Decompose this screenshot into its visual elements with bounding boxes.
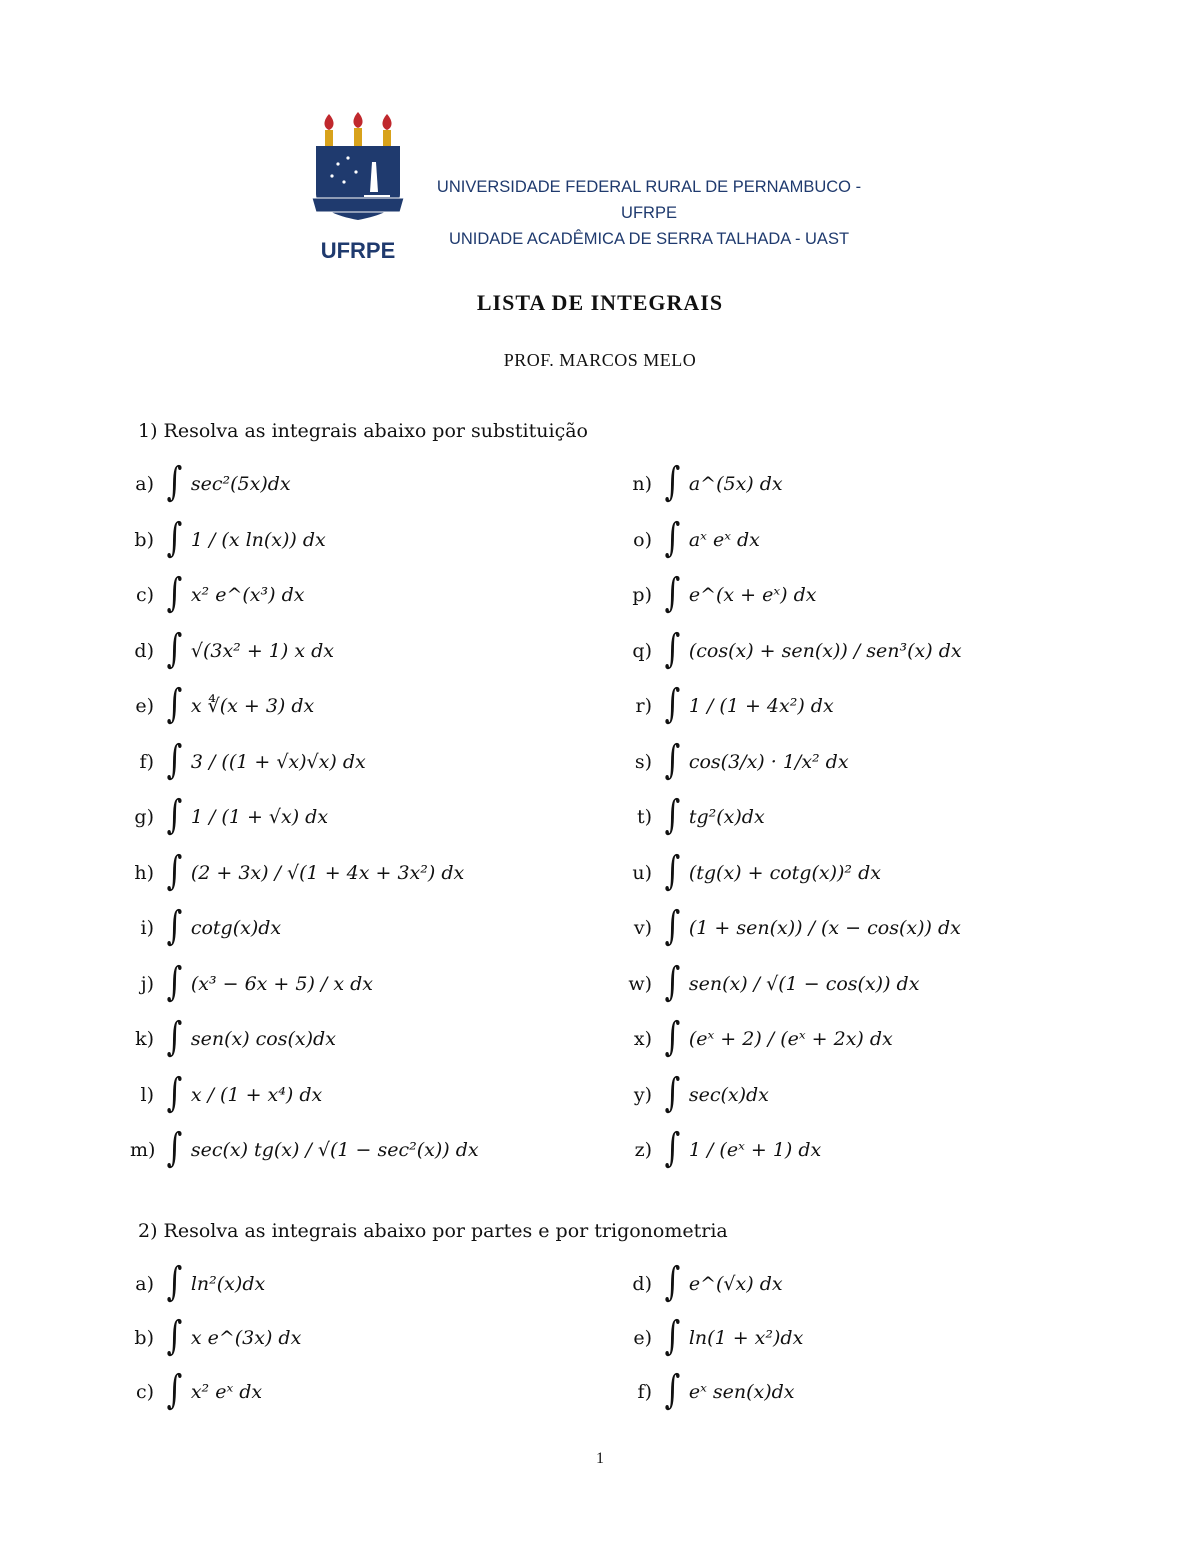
exercise-item: [628, 1259, 783, 1305]
exercise-item: [130, 625, 334, 672]
exercise-item: [628, 736, 849, 783]
exercise-item: [130, 1313, 302, 1359]
exercise-label: y): [633, 1083, 652, 1106]
exercise-item: [628, 1313, 804, 1359]
exercise-item: [130, 514, 326, 561]
institution-names: [414, 174, 884, 252]
exercise-label: s): [634, 750, 652, 773]
exercise-label: k): [135, 1028, 154, 1050]
exercise-label: t): [636, 806, 652, 828]
exercise-item: [628, 847, 881, 894]
exercise-label: a): [135, 473, 154, 495]
integrand-expression: x e^(3x) dx: [190, 1327, 302, 1349]
integral-sign-icon: ∫: [166, 792, 183, 838]
exercise-item: [628, 792, 765, 838]
exercise-label: q): [632, 639, 652, 662]
exercise-item: [628, 459, 783, 505]
exercise-label: g): [134, 806, 154, 828]
exercise-label: f): [139, 750, 154, 773]
exercise-label: b): [134, 528, 154, 551]
exercise-item: [130, 903, 282, 949]
integral-sign-icon: ∫: [166, 847, 183, 894]
integrand-expression: √(3x² + 1) x dx: [190, 639, 334, 662]
exercise-label: r): [635, 695, 652, 717]
exercise-item: [130, 958, 374, 1005]
exercise-label: b): [134, 1327, 154, 1349]
integrand-expression: e^(√x) dx: [688, 1273, 783, 1295]
integral-sign-icon: ∫: [664, 625, 681, 672]
exercise-item: [628, 625, 962, 672]
professor-name: PROF. MARCOS MELO: [503, 350, 697, 370]
exercise-item: [130, 1259, 266, 1305]
integrand-expression: eˣ sen(x)dx: [688, 1381, 795, 1403]
integrand-expression: sec(x) tg(x) / √(1 − sec²(x)) dx: [190, 1139, 479, 1161]
integral-sign-icon: ∫: [166, 459, 183, 505]
integral-sign-icon: ∫: [166, 736, 183, 783]
exercise-item: [628, 903, 961, 949]
integrand-expression: e^(x + eˣ) dx: [688, 584, 817, 606]
integral-sign-icon: ∫: [664, 1367, 681, 1413]
integral-sign-icon: ∫: [166, 958, 183, 1005]
integrand-expression: cotg(x)dx: [190, 917, 282, 939]
exercise-label: a): [135, 1273, 154, 1295]
integral-sign-icon: ∫: [664, 792, 681, 838]
integrand-expression: 3 / ((1 + √x)√x) dx: [190, 750, 366, 773]
integrand-expression: sec(x)dx: [688, 1083, 769, 1106]
integrand-expression: x² e^(x³) dx: [190, 584, 305, 606]
integrand-expression: sen(x) cos(x)dx: [190, 1028, 336, 1050]
exercise-item: [130, 570, 305, 616]
exercise-label: w): [628, 972, 652, 995]
exercise-label: p): [632, 584, 652, 606]
exercise-item: [130, 792, 329, 838]
integral-sign-icon: ∫: [664, 1313, 681, 1359]
exercise-label: d): [632, 1273, 652, 1295]
exercise-label: x): [633, 1028, 652, 1050]
integral-sign-icon: ∫: [664, 459, 681, 505]
integrand-expression: sen(x) / √(1 − cos(x)) dx: [688, 972, 920, 995]
integrand-expression: x² eˣ dx: [190, 1381, 263, 1403]
exercise-label: c): [135, 1381, 154, 1403]
integral-sign-icon: ∫: [166, 1259, 183, 1305]
integrand-expression: 1 / (1 + 4x²) dx: [688, 695, 834, 717]
exercise-label: e): [633, 1327, 652, 1349]
integrand-expression: x / (1 + x⁴) dx: [190, 1083, 323, 1106]
exercise-label: c): [135, 584, 154, 606]
exercise-item: [628, 1125, 822, 1171]
integrand-expression: cos(3/x) · 1/x² dx: [688, 750, 849, 773]
header: [310, 112, 910, 272]
exercise-item: [628, 514, 760, 561]
exercise-label: z): [634, 1139, 652, 1161]
exercise-label: l): [140, 1083, 154, 1106]
integrand-expression: ln(1 + x²)dx: [688, 1327, 804, 1349]
exercise-label: d): [134, 639, 154, 662]
exercise-item: [628, 570, 817, 616]
integrand-expression: a^(5x) dx: [688, 473, 783, 495]
exercise-label: h): [134, 861, 154, 884]
exercise-item: [130, 1014, 336, 1060]
integrand-expression: 1 / (eˣ + 1) dx: [688, 1139, 822, 1161]
logo-text: UFRPE: [320, 238, 396, 263]
integrand-expression: ln²(x)dx: [190, 1273, 266, 1295]
ufrpe-logo: [310, 112, 406, 264]
integral-sign-icon: ∫: [664, 1259, 681, 1305]
exercise-label: u): [632, 861, 652, 884]
university-name: UNIVERSIDADE FEDERAL RURAL DE PERNAMBUCO - UFRPE: [436, 178, 862, 222]
page-title: LISTA DE INTEGRAIS: [476, 290, 724, 315]
exercise-label: e): [135, 695, 154, 717]
integrand-expression: (tg(x) + cotg(x))² dx: [688, 861, 881, 884]
section2-heading: 2) Resolva as integrais abaixo por partes e por trigonometria: [138, 1220, 728, 1242]
integral-sign-icon: ∫: [166, 1069, 183, 1116]
exercise-label: i): [140, 917, 154, 939]
section1-heading: 1) Resolva as integrais abaixo por substituição: [138, 420, 588, 442]
integrand-expression: (x³ − 6x + 5) / x dx: [190, 972, 374, 995]
integral-sign-icon: ∫: [664, 903, 681, 949]
exercise-item: [628, 681, 834, 727]
exercise-item: [628, 958, 920, 1005]
exercise-item: [130, 1069, 323, 1116]
integrand-expression: sec²(5x)dx: [190, 473, 291, 495]
integral-sign-icon: ∫: [664, 681, 681, 727]
integral-sign-icon: ∫: [664, 1069, 681, 1116]
integral-sign-icon: ∫: [166, 681, 183, 727]
exercise-label: j): [140, 972, 154, 995]
integral-sign-icon: ∫: [664, 570, 681, 616]
integral-sign-icon: ∫: [166, 570, 183, 616]
exercise-item: [130, 1367, 263, 1413]
exercise-item: [130, 847, 465, 894]
exercise-item: [628, 1069, 769, 1116]
integral-sign-icon: ∫: [166, 1014, 183, 1060]
unit-name: UNIDADE ACADÊMICA DE SERRA TALHADA - UAST: [448, 230, 850, 248]
exercise-item: [130, 736, 366, 783]
integral-sign-icon: ∫: [166, 1367, 183, 1413]
integrand-expression: x ∜(x + 3) dx: [190, 695, 315, 717]
integrand-expression: (cos(x) + sen(x)) / sen³(x) dx: [688, 639, 962, 662]
exercise-item: [130, 1125, 479, 1171]
integrand-expression: 1 / (x ln(x)) dx: [190, 528, 326, 551]
exercise-label: n): [632, 473, 652, 495]
integrand-expression: (2 + 3x) / √(1 + 4x + 3x²) dx: [190, 861, 465, 884]
integrand-expression: 1 / (1 + √x) dx: [190, 806, 329, 828]
integral-sign-icon: ∫: [166, 1125, 183, 1171]
integral-sign-icon: ∫: [166, 514, 183, 561]
exercise-item: [628, 1014, 893, 1060]
integral-sign-icon: ∫: [664, 736, 681, 783]
exercise-item: [130, 681, 315, 727]
page-number: 1: [596, 1450, 604, 1467]
exercise-label: m): [130, 1139, 156, 1161]
integrand-expression: tg²(x)dx: [688, 806, 765, 828]
exercise-item: [130, 459, 291, 505]
integral-sign-icon: ∫: [664, 1014, 681, 1060]
integrand-expression: aˣ eˣ dx: [688, 528, 760, 551]
integrand-expression: (eˣ + 2) / (eˣ + 2x) dx: [688, 1028, 893, 1050]
exercise-label: o): [633, 528, 652, 551]
integral-sign-icon: ∫: [664, 514, 681, 561]
integral-sign-icon: ∫: [166, 625, 183, 672]
exercise-item: [628, 1367, 795, 1413]
integral-sign-icon: ∫: [166, 903, 183, 949]
integral-sign-icon: ∫: [664, 1125, 681, 1171]
integral-sign-icon: ∫: [166, 1313, 183, 1359]
integral-sign-icon: ∫: [664, 847, 681, 894]
exercise-label: v): [633, 917, 652, 939]
exercise-label: f): [637, 1381, 652, 1403]
integrand-expression: (1 + sen(x)) / (x − cos(x)) dx: [688, 917, 961, 939]
integral-sign-icon: ∫: [664, 958, 681, 1005]
